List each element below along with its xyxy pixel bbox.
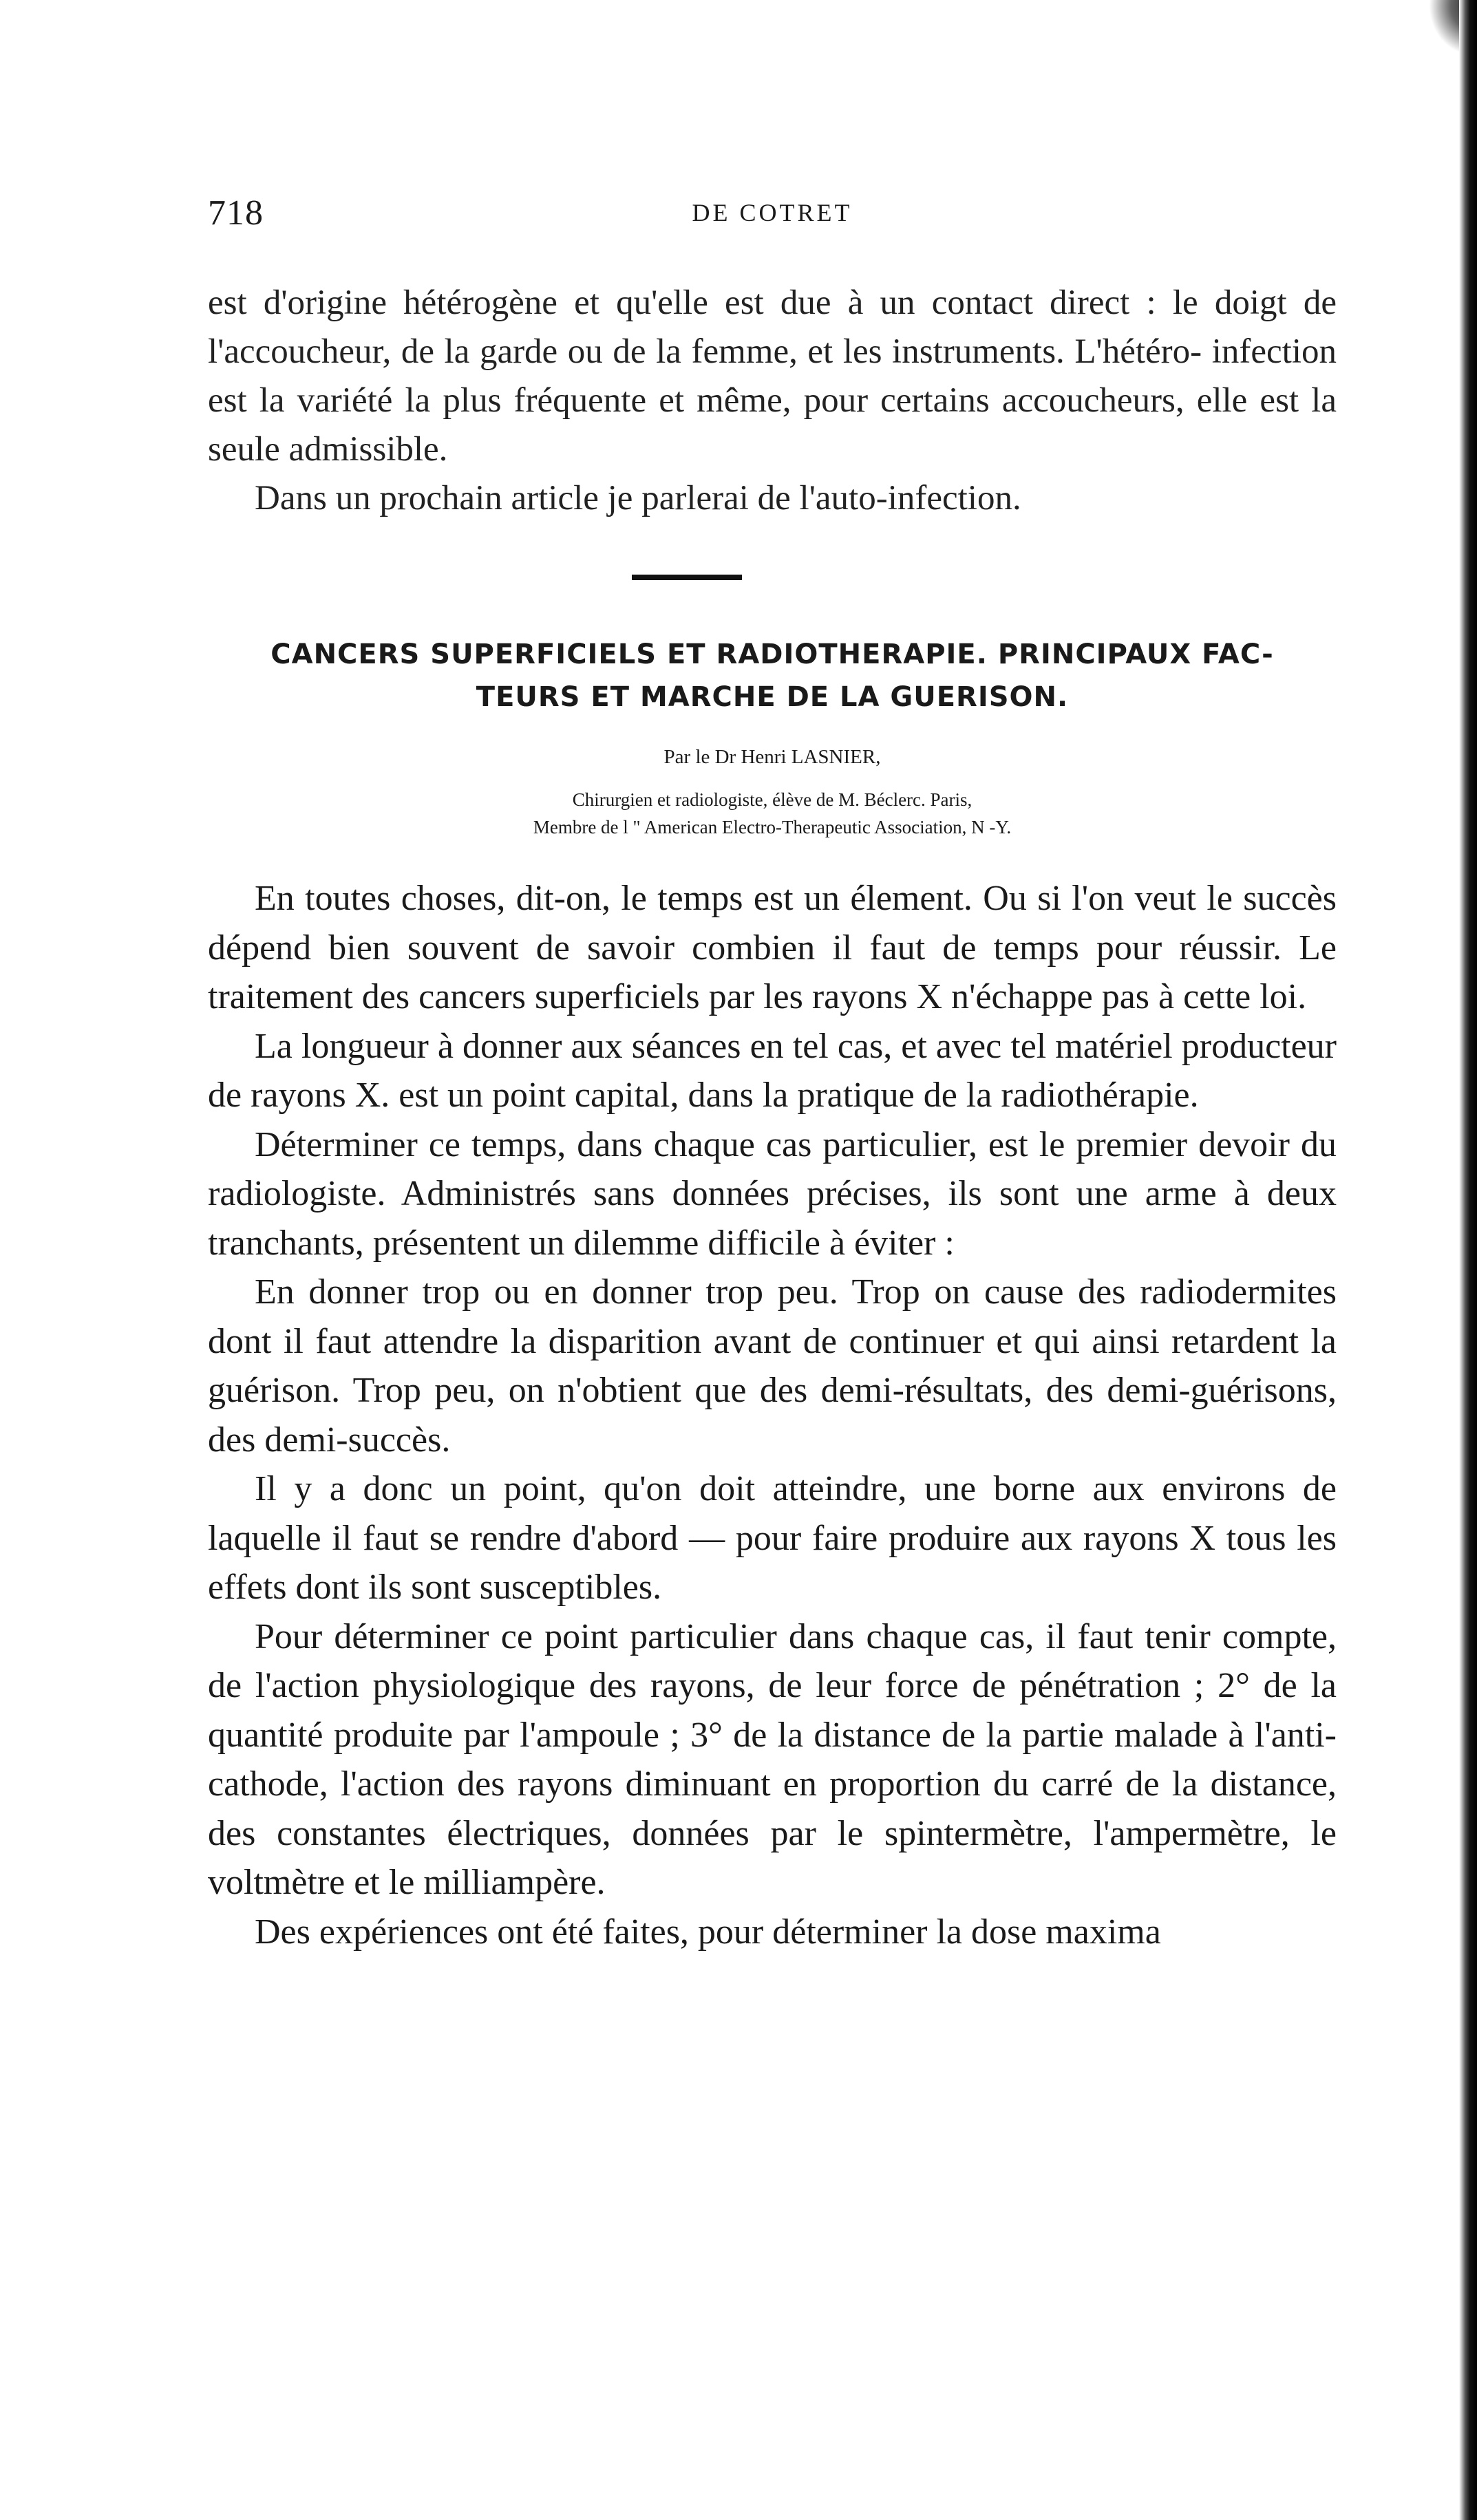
- article-title: [208, 633, 1337, 718]
- affiliation-line-2: Membre de l " American Electro-Therapeutic Association, N -Y.: [533, 817, 1012, 837]
- paragraph: Des expériences ont été faites, pour déterminer la dose maxima: [255, 1912, 1161, 1952]
- previous-article-text: [208, 279, 1337, 523]
- article-title-line-1: CANCERS SUPERFICIELS ET RADIOTHERAPIE. PRINCIPAUX FAC-: [270, 639, 1274, 670]
- paragraph: Déterminer ce temps, dans chaque cas particulier, est le premier devoir du radiologiste. Administrés sans données précises, ils sont une arme à deux tranchants, présentent un dilemme difficile à éviter :: [208, 1124, 1337, 1263]
- page-number: 718: [208, 193, 264, 233]
- paragraph: En toutes choses, dit-on, le temps est un élement. Ou si l'on veut le succès dépend bien souvent de savoir combien il faut de temps pour réussir. Le traitement des cancers superficiels par les rayons X n'échappe pas à cette loi.: [208, 879, 1337, 1016]
- byline: [208, 743, 1337, 841]
- paragraph: Il y a donc un point, qu'on doit atteindre, une borne aux environs de laquelle il faut se rendre d'abord — pour faire produire aux rayons X tous les effets dont ils sont susceptibles.: [208, 1469, 1337, 1607]
- running-head: DE COTRET: [692, 199, 853, 226]
- page-header: [208, 193, 1337, 234]
- paragraph: est d'origine hétérogène et qu'elle est due à un contact direct : le doigt de l'accoucheur, de la garde ou de la femme, et les instruments. L'hétéro- infection est la variété la plus fréquente et même, pour certains accoucheurs, elle est la seule admissible.: [208, 284, 1337, 469]
- paragraph: Pour déterminer ce point particulier dans chaque cas, il faut tenir compte, de l'action physiologique des rayons, de leur force de pénétration ; 2° de la quantité produite par l'ampoule ; 3° de la distance de la partie malade à l'anti-cathode, l'action des rayons diminuant en proportion du carré de la distance, des constantes électriques, données par le spintermètre, l'ampermètre, le voltmètre et le milliampère.: [208, 1616, 1337, 1902]
- article-body: [208, 874, 1337, 1956]
- article-title-line-2: TEURS ET MARCHE DE LA GUERISON.: [476, 681, 1069, 713]
- paragraph: Dans un prochain article je parlerai de l'auto-infection.: [255, 479, 1021, 517]
- affiliation-line-1: Chirurgien et radiologiste, élève de M. Béclerc. Paris,: [572, 789, 973, 810]
- paragraph: En donner trop ou en donner trop peu. Trop on cause des radiodermites dont il faut attendre la disparition avant de continuer et qui ainsi retardent la guérison. Trop peu, on n'obtient que des demi-résultats, des demi-guérisons, des demi-succès.: [208, 1272, 1337, 1460]
- section-divider: [632, 575, 742, 580]
- scan-edge-shadow: [1459, 0, 1477, 2520]
- paragraph: La longueur à donner aux séances en tel cas, et avec tel matériel producteur de rayons X. est un point capital, dans la pratique de la radiothérapie.: [208, 1026, 1337, 1115]
- author: Par le Dr Henri LASNIER,: [663, 746, 881, 768]
